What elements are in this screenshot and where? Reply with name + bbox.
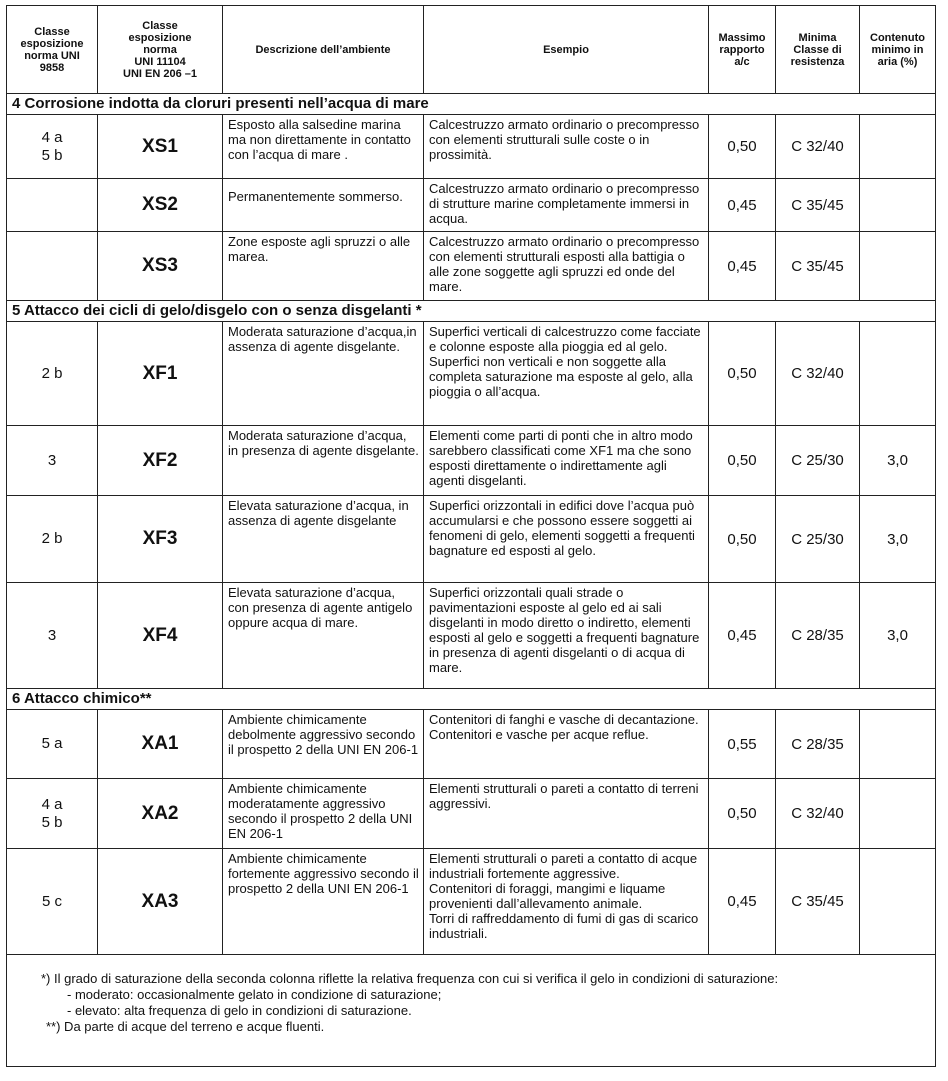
cell-descrizione: Elevata saturazione d’acqua, con presenza di agente antigelo oppure acqua di mare.	[223, 583, 424, 689]
header-classe-resistenza: Minima Classe di resistenza	[776, 6, 860, 94]
cell-classe: XF3	[98, 496, 223, 583]
cell-esempio: Calcestruzzo armato ordinario o precompresso con elementi strutturali esposti alla battigia o alle zone soggette agli spruzzi ed onde del mare.	[424, 232, 709, 301]
exposure-class-table	[6, 5, 936, 1067]
cell-esempio: Contenitori di fanghi e vasche di decantazione. Contenitori e vasche per acque reflue.	[424, 710, 709, 779]
cell-rapporto-ac: 0,55	[709, 710, 776, 779]
cell-contenuto-aria	[860, 179, 936, 232]
cell-contenuto-aria	[860, 849, 936, 955]
table-row	[7, 322, 936, 426]
cell-contenuto-aria	[860, 232, 936, 301]
cell-descrizione: Ambiente chimicamente moderatamente aggressivo secondo il prospetto 2 della UNI EN 206-1	[223, 779, 424, 849]
section-title: 5 Attacco dei cicli di gelo/disgelo con o senza disgelanti *	[7, 301, 936, 322]
header-row	[7, 6, 936, 94]
table-row	[7, 232, 936, 301]
cell-esempio: Elementi strutturali o pareti a contatto di acque industriali fortemente aggressive. Contenitori di foraggi, mangimi e liquame provenienti dall’allevamento animale. Torri di raffreddamento di fumi di gas di scarico industriali.	[424, 849, 709, 955]
cell-contenuto-aria	[860, 779, 936, 849]
cell-esempio: Superfici orizzontali quali strade o pavimentazioni esposte al gelo ed ai sali disgelanti in modo diretto o indiretto, elementi esposti al gelo e soggetti a frequenti bagnature in presenza di agenti disgelanti o di acqua di mare.	[424, 583, 709, 689]
cell-classe-resistenza: C 28/35	[776, 583, 860, 689]
table-row	[7, 426, 936, 496]
header-descrizione: Descrizione dell’ambiente	[223, 6, 424, 94]
section-title-row	[7, 301, 936, 322]
table-row	[7, 849, 936, 955]
section-title-row	[7, 94, 936, 115]
cell-descrizione: Elevata saturazione d’acqua, in assenza di agente disgelante	[223, 496, 424, 583]
cell-descrizione: Moderata saturazione d’acqua, in presenza di agente disgelante.	[223, 426, 424, 496]
exposure-class-table-sheet	[6, 5, 935, 1077]
cell-classe: XA2	[98, 779, 223, 849]
cell-rapporto-ac: 0,50	[709, 496, 776, 583]
cell-esempio: Elementi strutturali o pareti a contatto di terreni aggressivi.	[424, 779, 709, 849]
cell-classe-resistenza: C 35/45	[776, 849, 860, 955]
cell-esempio: Superfici verticali di calcestruzzo come facciate e colonne esposte alla pioggia ed al gelo. Superfici non verticali e non soggette alla completa saturazione ma esposte al gelo, alla pioggia o all’acqua.	[424, 322, 709, 426]
cell-uni9858: 3	[7, 426, 98, 496]
footnote-moderato: - moderato: occasionalmente gelato in condizione di saturazione;	[67, 987, 442, 1002]
cell-classe: XF4	[98, 583, 223, 689]
cell-descrizione: Moderata saturazione d’acqua,in assenza di agente disgelante.	[223, 322, 424, 426]
cell-uni9858: 4 a 5 b	[7, 779, 98, 849]
cell-contenuto-aria: 3,0	[860, 583, 936, 689]
cell-classe-resistenza: C 25/30	[776, 496, 860, 583]
cell-contenuto-aria	[860, 115, 936, 179]
footnotes	[7, 955, 935, 1035]
cell-esempio: Elementi come parti di ponti che in altro modo sarebbero classificati come XF1 ma che sono esposti direttamente o indirettamente agli agenti disgelanti.	[424, 426, 709, 496]
table-body	[7, 94, 936, 1067]
cell-classe-resistenza: C 32/40	[776, 115, 860, 179]
cell-uni9858	[7, 179, 98, 232]
cell-uni9858: 4 a 5 b	[7, 115, 98, 179]
table-row	[7, 583, 936, 689]
cell-descrizione: Esposto alla salsedine marina ma non direttamente in contatto con l’acqua di mare .	[223, 115, 424, 179]
table-row	[7, 179, 936, 232]
cell-esempio: Calcestruzzo armato ordinario o precompresso con elementi strutturali sulle coste o in prossimità.	[424, 115, 709, 179]
table-row	[7, 115, 936, 179]
cell-descrizione: Zone esposte agli spruzzi o alle marea.	[223, 232, 424, 301]
cell-classe-resistenza: C 32/40	[776, 779, 860, 849]
footnote-gelo: *) Il grado di saturazione della seconda colonna riflette la relativa frequenza con cui si verifica il gelo in condizioni di saturazione:	[41, 971, 779, 986]
cell-classe-resistenza: C 25/30	[776, 426, 860, 496]
cell-rapporto-ac: 0,50	[709, 426, 776, 496]
cell-classe-resistenza: C 35/45	[776, 179, 860, 232]
cell-rapporto-ac: 0,45	[709, 849, 776, 955]
cell-classe: XA1	[98, 710, 223, 779]
cell-classe-resistenza: C 32/40	[776, 322, 860, 426]
cell-contenuto-aria: 3,0	[860, 496, 936, 583]
header-rapporto-ac: Massimo rapporto a/c	[709, 6, 776, 94]
table-row	[7, 710, 936, 779]
table-row	[7, 779, 936, 849]
cell-contenuto-aria: 3,0	[860, 426, 936, 496]
cell-uni9858	[7, 232, 98, 301]
cell-esempio: Calcestruzzo armato ordinario o precompresso di strutture marine completamente immersi in acqua.	[424, 179, 709, 232]
section-title: 6 Attacco chimico**	[7, 689, 936, 710]
section-title-row	[7, 689, 936, 710]
cell-classe: XF1	[98, 322, 223, 426]
cell-rapporto-ac: 0,50	[709, 115, 776, 179]
cell-esempio: Superfici orizzontali in edifici dove l’acqua può accumularsi e che possono essere soggetti ai fenomeni di gelo, elementi soggetti a frequenti bagnature ed esposti al gelo.	[424, 496, 709, 583]
header-contenuto-aria: Contenuto minimo in aria (%)	[860, 6, 936, 94]
cell-uni9858: 2 b	[7, 496, 98, 583]
section-title: 4 Corrosione indotta da cloruri presenti nell’acqua di mare	[7, 94, 936, 115]
cell-descrizione: Ambiente chimicamente fortemente aggressivo secondo il prospetto 2 della UNI EN 206-1	[223, 849, 424, 955]
cell-uni9858: 2 b	[7, 322, 98, 426]
cell-classe: XS2	[98, 179, 223, 232]
cell-classe: XA3	[98, 849, 223, 955]
cell-descrizione: Permanentemente sommerso.	[223, 179, 424, 232]
cell-classe: XS3	[98, 232, 223, 301]
cell-classe-resistenza: C 35/45	[776, 232, 860, 301]
cell-classe: XS1	[98, 115, 223, 179]
table-row	[7, 496, 936, 583]
cell-contenuto-aria	[860, 710, 936, 779]
cell-rapporto-ac: 0,50	[709, 322, 776, 426]
footnote-elevato: - elevato: alta frequenza di gelo in condizioni di saturazione.	[67, 1003, 412, 1018]
cell-rapporto-ac: 0,45	[709, 179, 776, 232]
cell-rapporto-ac: 0,45	[709, 232, 776, 301]
cell-rapporto-ac: 0,50	[709, 779, 776, 849]
cell-uni9858: 5 c	[7, 849, 98, 955]
header-classe-uni11104: Classe esposizione norma UNI 11104 UNI EN 206 –1	[98, 6, 223, 94]
cell-rapporto-ac: 0,45	[709, 583, 776, 689]
cell-classe-resistenza: C 28/35	[776, 710, 860, 779]
cell-uni9858: 5 a	[7, 710, 98, 779]
cell-classe: XF2	[98, 426, 223, 496]
cell-contenuto-aria	[860, 322, 936, 426]
header-classe-uni9858: Classe esposizione norma UNI 9858	[7, 6, 98, 94]
notes-row	[7, 955, 936, 1067]
cell-descrizione: Ambiente chimicamente debolmente aggressivo secondo il prospetto 2 della UNI EN 206-1	[223, 710, 424, 779]
footnote-chimico: **) Da parte di acque del terreno e acque fluenti.	[46, 1019, 325, 1034]
cell-uni9858: 3	[7, 583, 98, 689]
header-esempio: Esempio	[424, 6, 709, 94]
notes-cell	[7, 955, 936, 1067]
